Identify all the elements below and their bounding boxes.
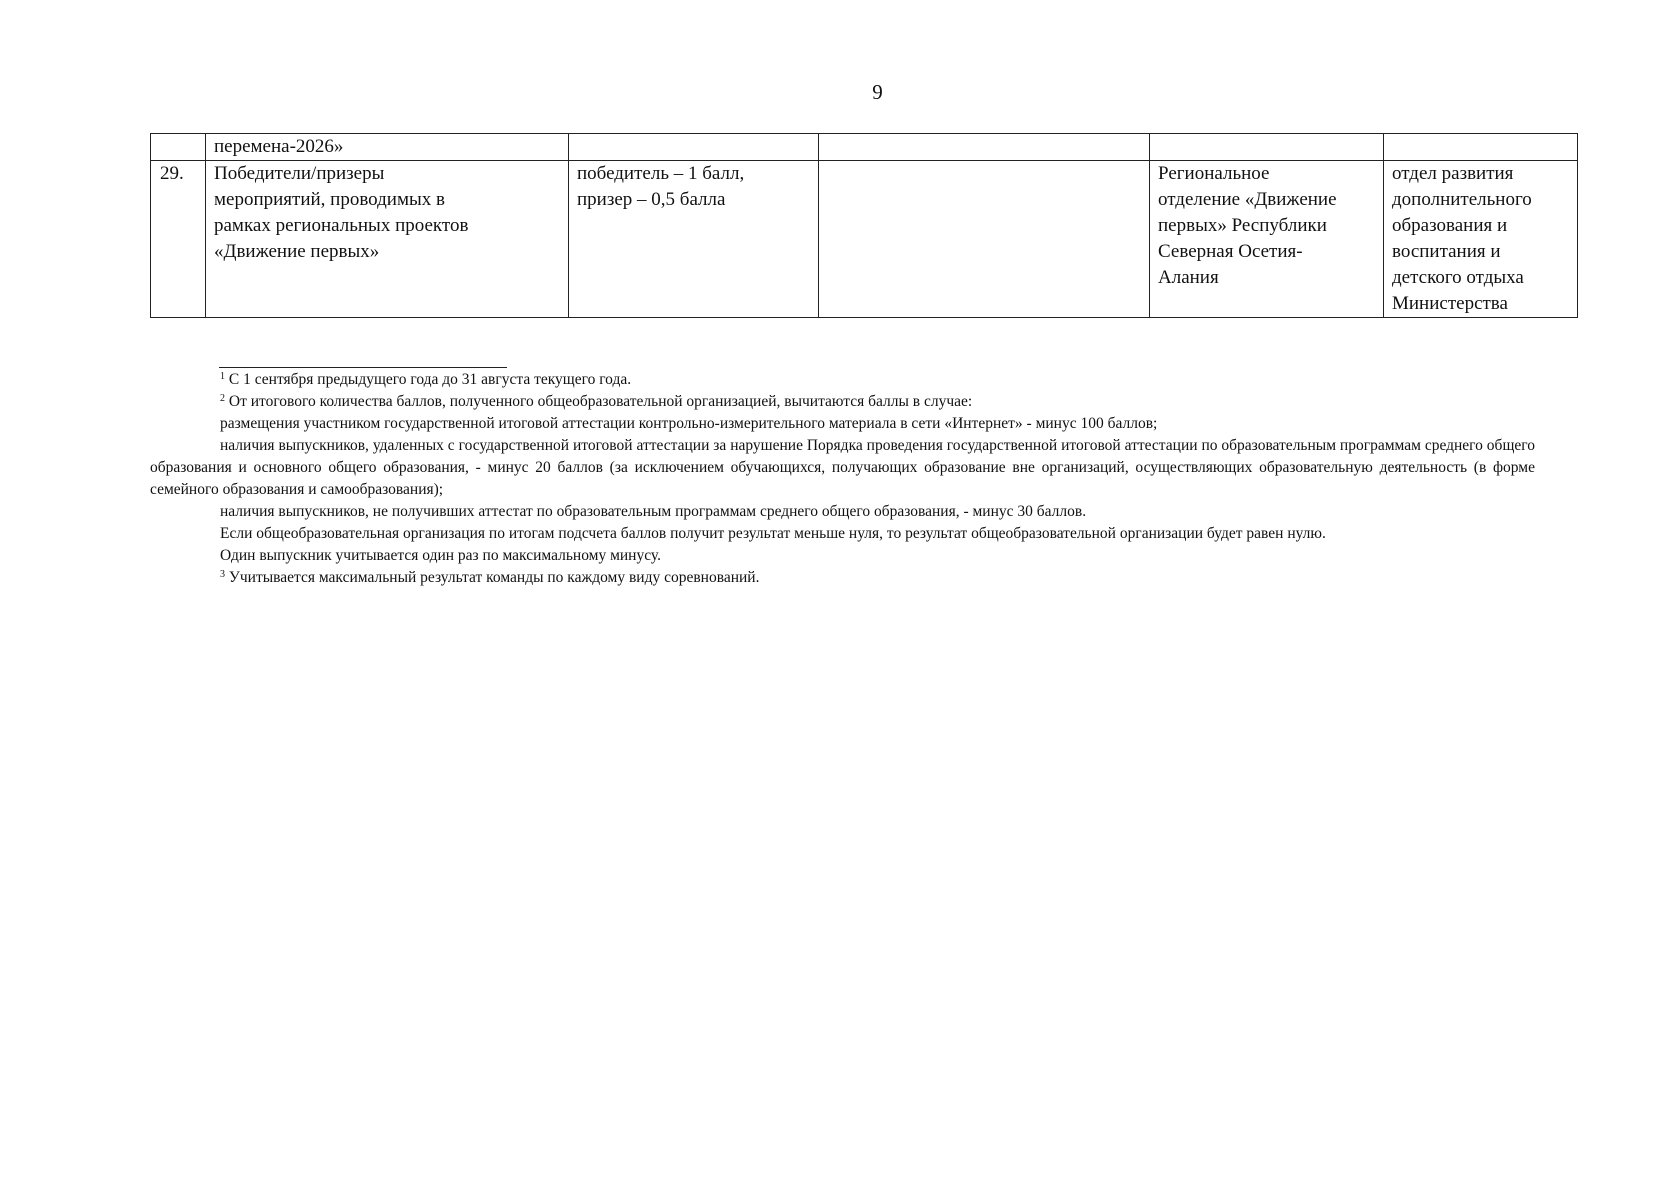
score-cell: победитель – 1 балл, призер – 0,5 балла bbox=[569, 161, 819, 318]
row-number: 29. bbox=[151, 161, 206, 318]
footnote-2 bbox=[150, 391, 1535, 413]
row-number bbox=[151, 134, 206, 161]
footnote-mark: 3 bbox=[220, 569, 225, 580]
footnote-paragraph bbox=[150, 545, 1535, 567]
footnote-paragraph bbox=[150, 523, 1535, 545]
source-cell: Региональное отделение «Движение первых» Республики Северная Осетия- Алания bbox=[1150, 161, 1384, 318]
table-row bbox=[151, 134, 1578, 161]
source-cell bbox=[1150, 134, 1384, 161]
footnote-paragraph bbox=[150, 435, 1535, 501]
responsible-cell: отдел развития дополнительного образования и воспитания и детского отдыха Министерства bbox=[1384, 161, 1578, 318]
footnote-text: Учитывается максимальный результат команды по каждому виду соревнований. bbox=[225, 569, 760, 586]
footnote-text: Если общеобразовательная организация по итогам подсчета баллов получит результат меньше нуля, то результат общеобразовательной организации будет равен нулю. bbox=[220, 525, 1326, 542]
footnote-text: Один выпускник учитывается один раз по максимальному минусу. bbox=[220, 547, 661, 564]
footnote-text: С 1 сентября предыдущего года до 31 августа текущего года. bbox=[225, 371, 632, 388]
page-number: 9 bbox=[872, 80, 883, 104]
criterion-cell: перемена-2026» bbox=[206, 134, 569, 161]
table-row bbox=[151, 161, 1578, 318]
footnotes bbox=[150, 369, 1535, 589]
footnote-1 bbox=[150, 369, 1535, 391]
footnote-separator bbox=[219, 367, 507, 368]
footnote-mark: 2 bbox=[220, 393, 225, 404]
footnote-mark: 1 bbox=[220, 371, 225, 382]
footnote-paragraph bbox=[150, 413, 1535, 435]
empty-cell bbox=[819, 161, 1150, 318]
footnote-text: наличия выпускников, не получивших аттестат по образовательным программам среднего общего образования, - минус 30 баллов. bbox=[220, 503, 1087, 520]
criteria-table bbox=[150, 133, 1578, 318]
footnote-text: От итогового количества баллов, полученного общеобразовательной организацией, вычитаются баллы в случае: bbox=[225, 393, 973, 410]
score-cell bbox=[569, 134, 819, 161]
empty-cell bbox=[819, 134, 1150, 161]
criterion-cell: Победители/призеры мероприятий, проводимых в рамках региональных проектов «Движение первых» bbox=[206, 161, 569, 318]
footnote-3 bbox=[150, 567, 1535, 589]
footnote-text: наличия выпускников, удаленных с государственной итоговой аттестации за нарушение Порядка проведения государственной итоговой аттестации по образовательным программам среднего общего образования и основного общего образования, - минус 20 баллов (за исключением обучающихся, получающих образование вне организаций, осуществляющих образовательную деятельность (в форме семейного образования и самообразования); bbox=[150, 437, 1535, 498]
footnote-text: размещения участником государственной итоговой аттестации контрольно-измерительного материала в сети «Интернет» - минус 100 баллов; bbox=[220, 415, 1158, 432]
responsible-cell bbox=[1384, 134, 1578, 161]
footnote-paragraph bbox=[150, 501, 1535, 523]
